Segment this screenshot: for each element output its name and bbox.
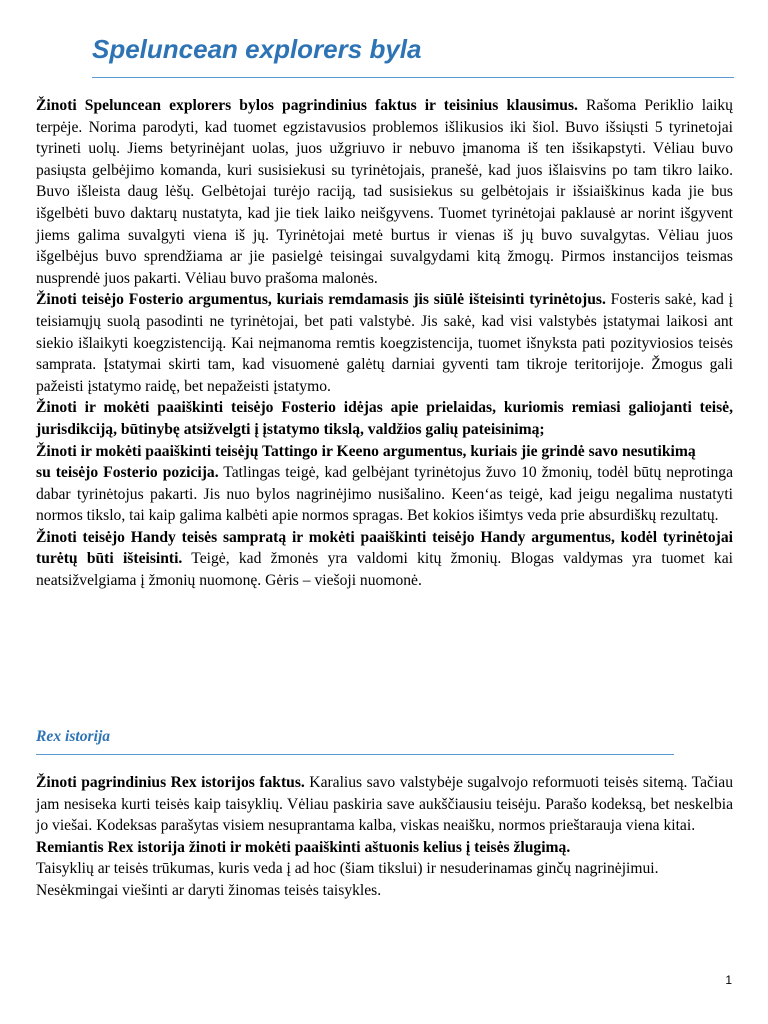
paragraph-text: Rašoma Periklio laikų terpėje. Norima parodyti, kad tuomet egzistavusios problemos išlikusios iki šiol. Buvo išsiųsti 5 tyrinetojai tyrineti uolų. Jiems betyrinėjant uolas, juos užgriuvo ir nebuvo įmanoma iš ten išsikapstyti. Vėliau buvo pasiųsta gelbėjimo komanda, kuri susisiekusi su tyrinėtojais, pranešė, kad juos išlaisvins po tam tikro laiko. Buvo išleista daug lėšų. Gelbėtojai turėjo raciją, tad susisiekus su gelbėtojais ir išsiaiškinus kada jie bus išgelbėti buvo daktarų nustatyta, kad jie tiek laiko neišgyvens. Tuomet tyrinėtojai paklausė ar norint išgyvent jiems galima suvalgyti viena iš jų. Tyrinėtojai metė burtus ir vienas iš jų buvo suvalgytas. Vėliau juos išgelbėjus buvo sprendžiama ar jie pasielgė teisingai suvalgydami kitą žmogų. Pirmos instancijos teismas nusprendė juos pakarti. Vėliau buvo prašoma malonės.: [36, 97, 733, 287]
paragraph-text: Tatlingas teigė, kad gelbėjant tyrinėtojus žuvo 10 žmonių, todėl būtų neprotinga dabar tyrinėtojus pakarti. Jis nuo bylos nagrinėjimo nusišalino. Keen‘as teigė, kad jeigu negalima nustatyti normos tikslo, tai kaip galima kalbėti apie normos spragas. Bet kokios išimtys veda prie absurdiškų rezultatų.: [36, 464, 733, 525]
section-1-body: [36, 95, 733, 592]
paragraph: [36, 880, 733, 902]
section-heading-underline: [36, 754, 674, 755]
paragraph-bold-lead: Žinoti Speluncean explorers bylos pagrindinius faktus ir teisinius klausimus.: [36, 97, 578, 114]
paragraph: [36, 837, 733, 859]
paragraph: [36, 858, 733, 880]
paragraph-bold-lead: Žinoti ir mokėti paaiškinti teisėjo Fosterio idėjas apie prielaidas, kuriomis remiasi galiojanti teisė, jurisdikciją, būtinybę atsižvelgti į įstatymo tikslą, valdžios galių pateisinimą;: [36, 399, 733, 438]
page-title: Speluncean explorers byla: [92, 34, 422, 64]
paragraph-text: Karalius savo valstybėje sugalvojo reformuoti teisės sitemą. Tačiau jam nesiseka kurti teisės kaip taisyklių. Vėliau paskiria save aukščiausiu teisėju. Parašo kodeksą, bet neskelbia jo viešai. Kodeksas parašytas visiem nesuprantama kalba, viskas neaišku, normos prieštarauja viena kitai.: [36, 774, 733, 835]
paragraph: [36, 772, 733, 837]
paragraph: [36, 462, 733, 527]
paragraph-text: Fosteris sakė, kad į teisiamųjų suolą pasodinti ne tyrinėtojai, bet pati valstybė. Jis sakė, kad visi valstybės įstatymai laikosi ant siekio išlaikyti koegzistenciją. Kai neįmanoma remtis koegzistencija, tuomet išnyksta pati pozityviosios teisės samprata. Įstatymai skirti tam, kad visuomenė galėtų darniai gyventi tam tikroje teritorijoje. Žmogus gali pažeisti įstatymo raidę, bet nepažeisti įstatymo.: [36, 291, 734, 395]
paragraph: [36, 441, 733, 463]
paragraph-bold-lead: Remiantis Rex istorija žinoti ir mokėti paaiškinti aštuonis kelius į teisės žlugimą.: [36, 838, 571, 856]
paragraph-bold-lead: Žinoti pagrindinius Rex istorijos faktus.: [36, 774, 305, 791]
paragraph: [36, 527, 733, 592]
paragraph-text: Teigė, kad žmonės yra valdomi kitų žmonių. Blogas valdymas yra tuomet kai neatsižvelgiama į žmonių nuomonę. Gėris – viešoji nuomonė.: [36, 550, 733, 590]
section-2-body: [36, 772, 733, 902]
paragraph-bold-lead: Žinoti teisėjo Handy teisės sampratą ir mokėti paaiškinti teisėjo Handy argumentus, kodėl tyrinėtojai turėtų būti išteisinti.: [36, 528, 733, 568]
paragraph-text: Nesėkmingai viešinti ar daryti žinomas teisės taisykles.: [36, 881, 382, 899]
paragraph-bold-lead: Žinoti teisėjo Fosterio argumentus, kuriais remdamasis jis siūlė išteisinti tyrinėtojus.: [36, 291, 606, 309]
paragraph-bold-lead: Žinoti ir mokėti paaiškinti teisėjų Tattingo ir Keeno argumentus, kuriais jie grindė savo nesutikimą: [36, 442, 696, 460]
section-heading-rex: Rex istorija: [36, 728, 111, 745]
page-number: 1: [725, 973, 732, 987]
paragraph: [36, 95, 733, 289]
paragraph: [36, 397, 733, 440]
paragraph-text: Taisyklių ar teisės trūkumas, kuris veda į ad hoc (šiam tikslui) ir nesuderinamas ginčų nagrinėjimui.: [36, 860, 659, 878]
paragraph: [36, 289, 733, 397]
paragraph-bold-lead: su teisėjo Fosterio pozicija.: [36, 464, 219, 482]
title-underline: [92, 77, 734, 78]
